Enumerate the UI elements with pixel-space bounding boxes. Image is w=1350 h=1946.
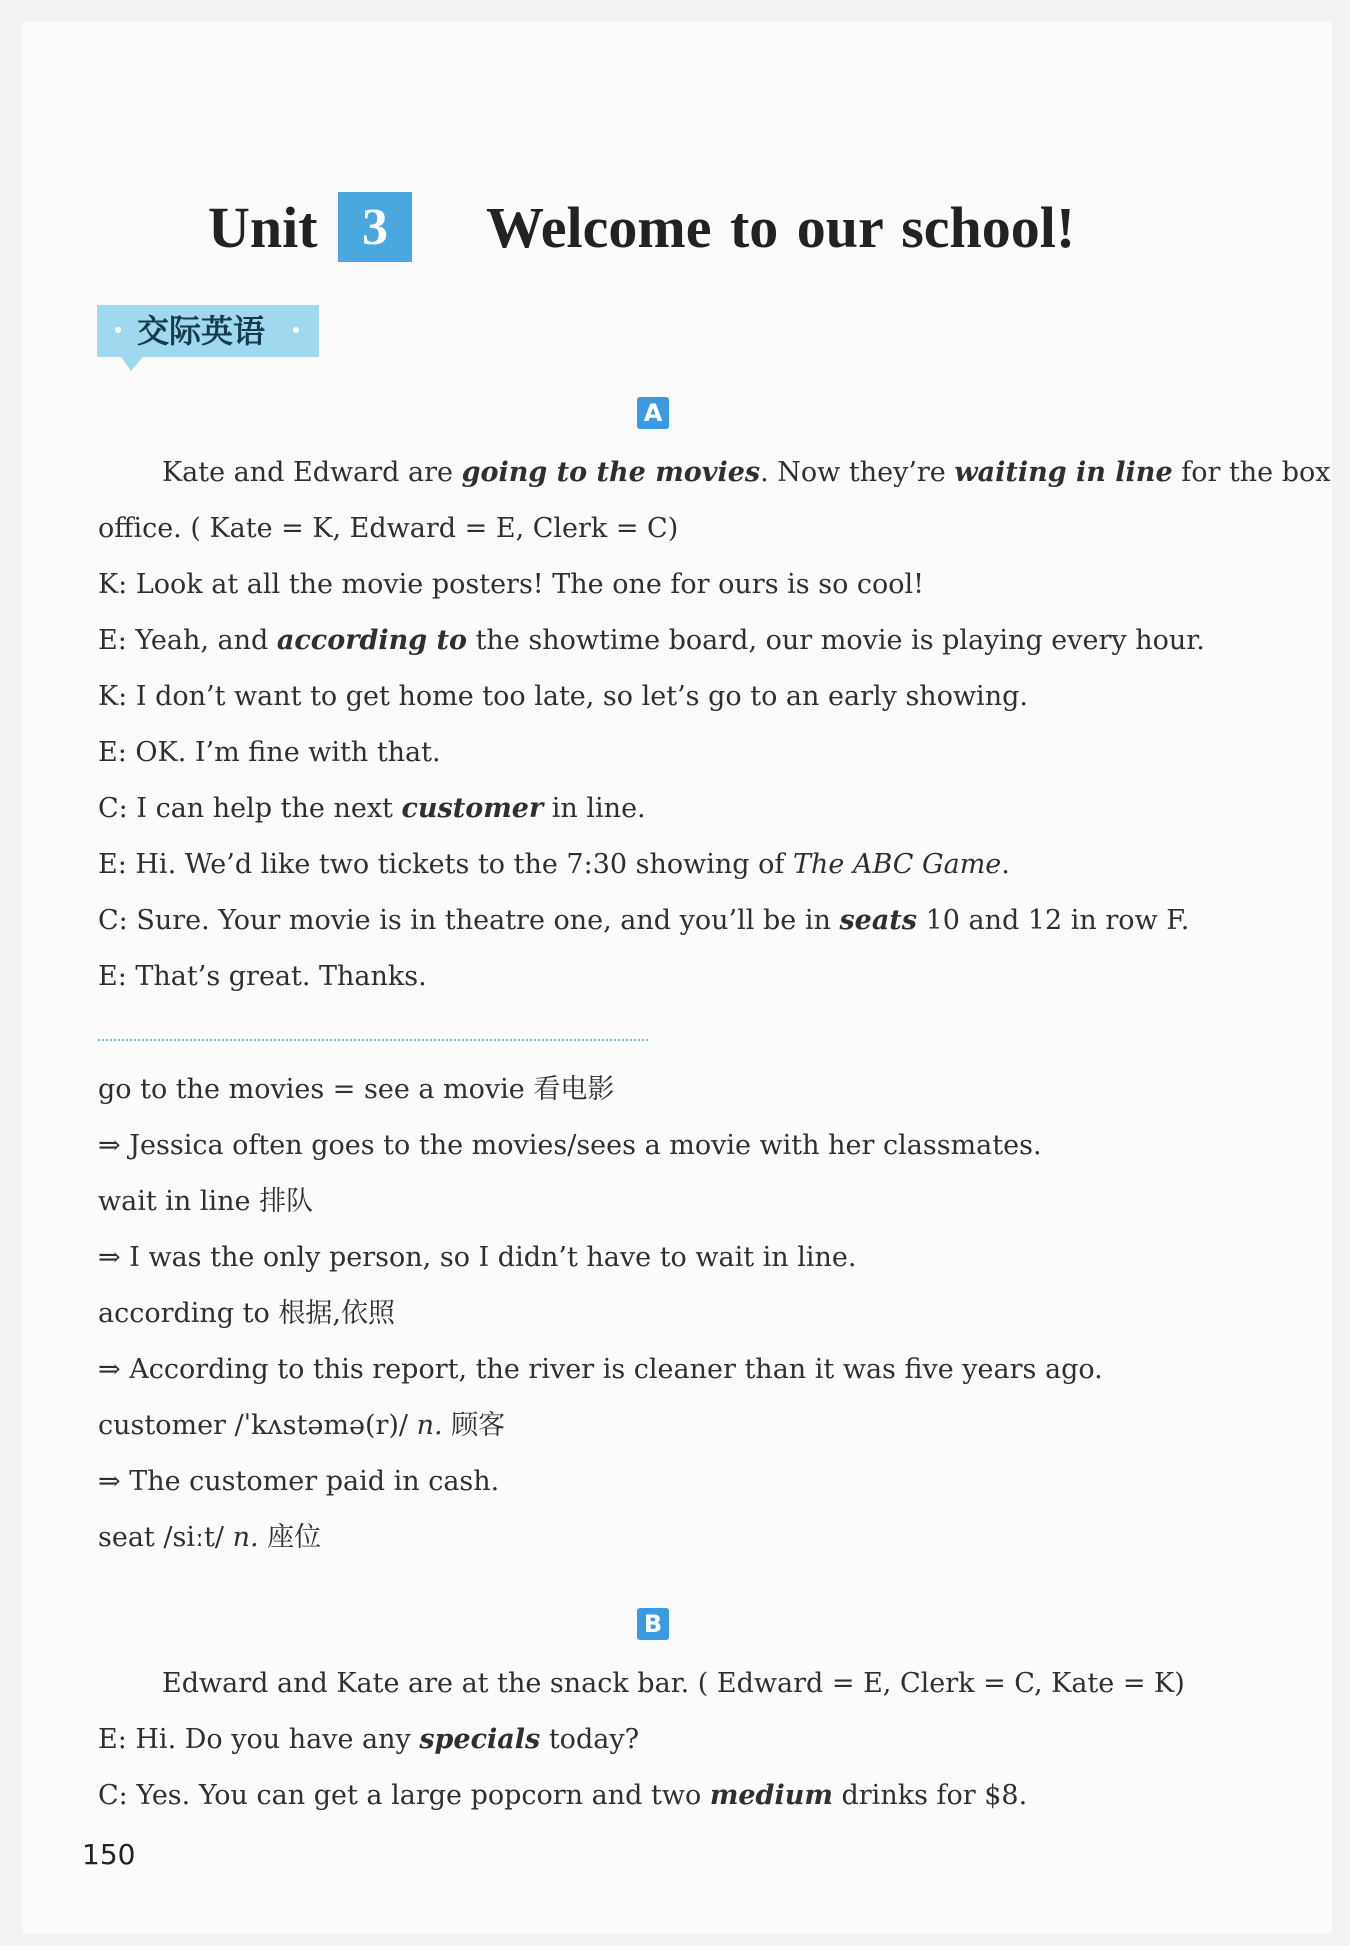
section-a-intro-line1: Kate and Edward are going to the movies. Now they’re waiting in line for the box [162,457,1331,488]
keyword: medium [709,1780,833,1811]
vocab-entry: seat /siːt/ n. 座位 [98,1522,322,1553]
dialogue-line: E: Hi. We’d like two tickets to the 7:30 showing of The ABC Game. [98,849,1010,880]
divider [98,1039,648,1041]
keyword: waiting in line [954,457,1173,488]
section-tag [97,305,319,357]
section-tag-label: 交际英语 [137,312,266,350]
dialogue-line: C: Yes. You can get a large popcorn and two medium drinks for $8. [98,1780,1028,1811]
dialogue-line: K: I don’t want to get home too late, so let’s go to an early showing. [98,681,1028,712]
dialogue-line: C: Sure. Your movie is in theatre one, and you’ll be in seats 10 and 12 in row F. [98,905,1190,936]
dialogue-line: E: Hi. Do you have any specials today? [98,1724,640,1755]
unit-word: Unit [208,195,318,260]
unit-title: Welcome to our school! [486,195,1076,260]
dialogue-line: K: Look at all the movie posters! The one for ours is so cool! [98,569,925,600]
keyword: specials [419,1724,541,1755]
section-b-intro: Edward and Kate are at the snack bar. ( Edward = E, Clerk = C, Kate = K) [162,1668,1185,1699]
section-b-badge: B [637,1608,669,1640]
section-a-intro-line2: office. ( Kate = K, Edward = E, Clerk = C) [98,513,679,544]
dialogue-line: E: Yeah, and according to the showtime board, our movie is playing every hour. [98,625,1205,656]
keyword: customer [401,793,544,824]
movie-title: The ABC Game [792,849,1002,880]
vocab-example: ⇒ I was the only person, so I didn’t have to wait in line. [98,1242,857,1273]
vocab-entry: customer /ˈkʌstəmə(r)/ n. 顾客 [98,1410,506,1441]
vocab-entry: according to 根据,依照 [98,1298,395,1329]
keyword: according to [276,625,467,656]
page-number: 150 [82,1838,136,1871]
vocab-entry: go to the movies = see a movie 看电影 [98,1074,615,1105]
vocab-example: ⇒ The customer paid in cash. [98,1466,500,1497]
keyword: seats [839,905,917,936]
dialogue-line: E: OK. I’m fine with that. [98,737,441,768]
dot-icon [293,327,299,333]
vocab-example: ⇒ According to this report, the river is cleaner than it was five years ago. [98,1354,1103,1385]
dialogue-line: C: I can help the next customer in line. [98,793,646,824]
dialogue-line: E: That’s great. Thanks. [98,961,427,992]
vocab-example: ⇒ Jessica often goes to the movies/sees a movie with her classmates. [98,1130,1042,1161]
unit-number-badge: 3 [338,192,412,262]
section-a-badge: A [637,397,669,429]
unit-heading [0,192,1350,272]
dot-icon [115,327,121,333]
vocab-entry: wait in line 排队 [98,1186,314,1217]
keyword: going to the movies [461,457,761,488]
